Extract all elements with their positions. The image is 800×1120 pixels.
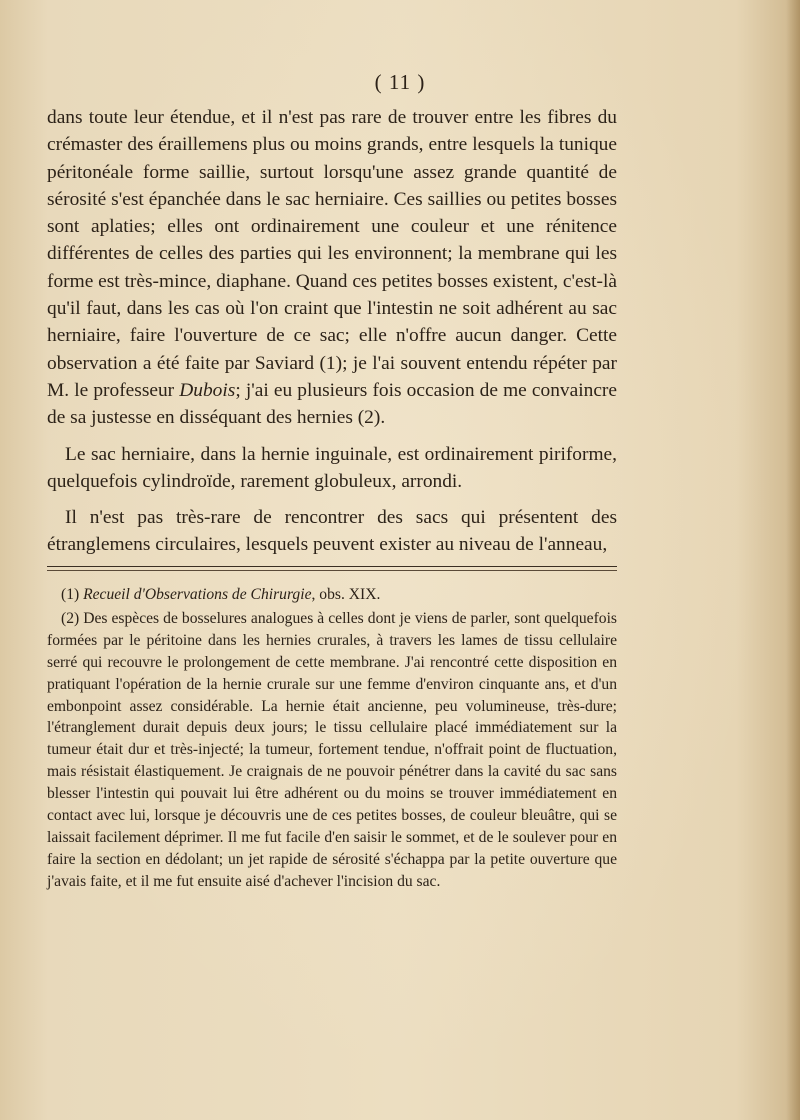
professor-name: Dubois <box>179 379 236 401</box>
footnote-1-title: Recueil d'Observations de Chirurgie <box>83 586 312 603</box>
footnote-2: (2) Des espèces de bosselures analogues à celles dont je viens de parler, sont quelquefois formées par le péritoine dans les hernies crurales, à travers les lames de tissu cellulaire serré qui recouvre le prolongement de cette membrane. J'ai rencontré cette disposition en pratiquant l'opération de la hernie crurale sur une femme d'environ cinquante ans, et d'un embonpoint assez considérable. La hernie était ancienne, peu volumineuse, très-dure; l'étranglement durait depuis deux jours; le tissu cellulaire placé immédiatement sur la tumeur était dur et très-injecté; la tumeur, fortement tendue, n'offrait point de fluctuation, mais résistait élastiquement. Je craignais de ne pouvoir pénétrer dans la cavité du sac sans blesser l'intestin qui pouvait lui être adhérent ou du moins se trouver immédiatement en contact avec lui, lorsque je découvris une de ces petites bosses, de couleur bleuâtre, qui se laissait facilement déprimer. Il me fut facile d'en saisir le sommet, et de le soulever pour en faire la section en dédolant; un jet rapide de sérosité s'échappa par la petite ouverture que j'avais faite, et il me fut ensuite aisé d'achever l'incision du sac. <box>47 609 617 890</box>
paragraph-2: Le sac herniaire, dans la hernie inguinale, est ordinairement piriforme, quelquefois cylindroïde, rarement globuleux, arrondi. <box>47 443 617 492</box>
footnote-1-rest: , obs. XIX. <box>311 586 381 603</box>
paragraph-1-part-a: dans toute leur étendue, et il n'est pas rare de trouver entre les fibres du crémaster des éraillemens plus ou moins grands, entre lesquels la tunique péritonéale forme saillie, surtout lorsqu'une assez grande quantité de sérosité s'est épanchée dans le sac herniaire. Ces saillies ou petites bosses sont aplaties; elles ont ordinairement une couleur et une rénitence différentes de celles des parties qui les environnent; la membrane qui les forme est très-mince, diaphane. Quand ces petites bosses existent, c'est-là qu'il faut, dans les cas où l'on craint que l'intestin ne soit adhérent au sac herniaire, faire l'ouverture de ce sac; elle n'offre aucun danger. Cette observation a été faite par Saviard (1); je l'ai souvent entendu répéter par M. le professeur <box>47 107 617 401</box>
footnote-1-marker: (1) <box>61 586 80 603</box>
footnote-separator-thin <box>47 570 617 571</box>
footnote-1 <box>47 584 617 606</box>
paragraph-1-part-b: ; j'ai eu plusieurs fois occasion de me convaincre de sa justesse en disséquant des hernies (2). <box>47 379 617 429</box>
paragraph-1 <box>47 104 617 432</box>
page-edge-shadow <box>786 0 800 1120</box>
paragraph-3: Il n'est pas très-rare de rencontrer des sacs qui présentent des étranglemens circulaires, lesquels peuvent exister au niveau de l'anneau, <box>47 507 617 556</box>
page-number: ( 11 ) <box>374 70 426 94</box>
footnotes <box>47 584 617 893</box>
main-text <box>47 104 617 559</box>
footnote-separator <box>47 566 617 567</box>
